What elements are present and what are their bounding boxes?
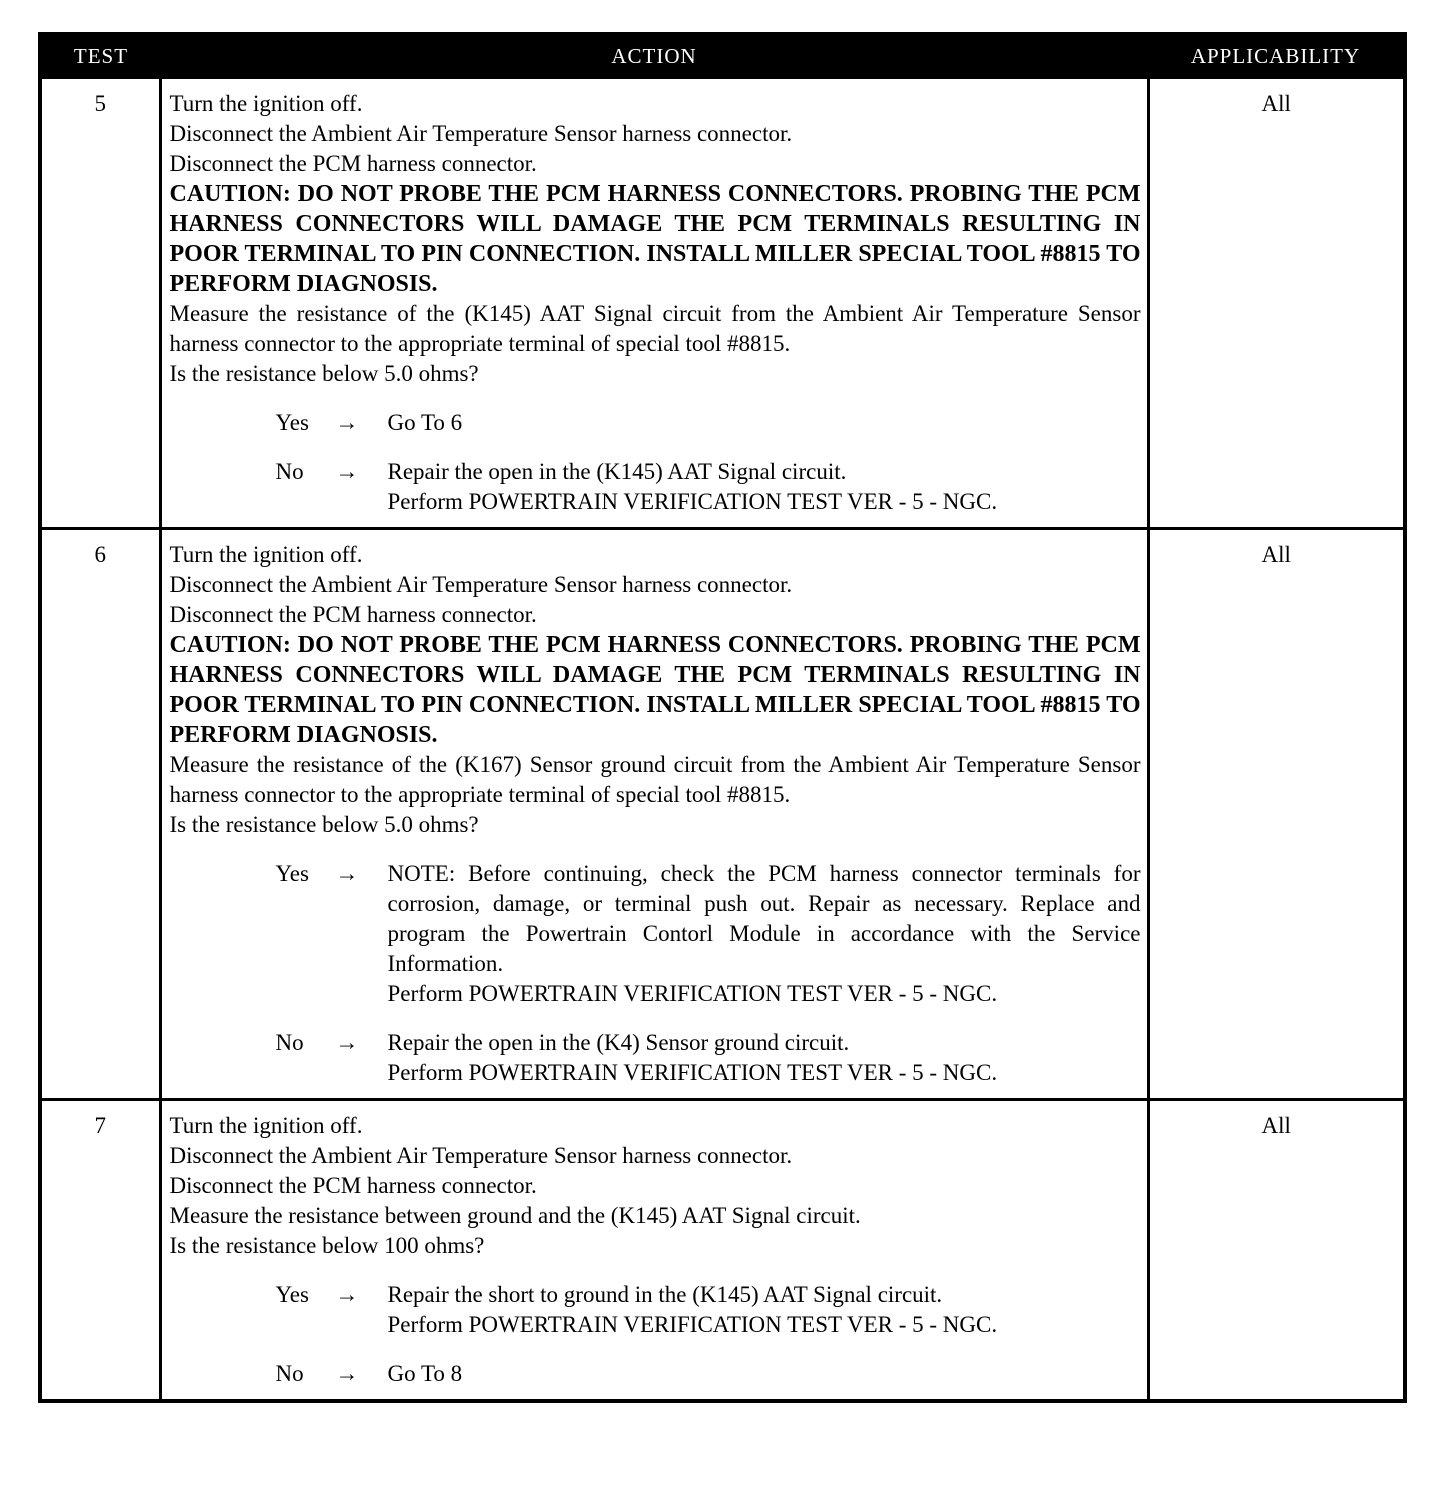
table-row (40, 529, 1405, 1100)
applicability-value: All (1148, 1100, 1405, 1402)
test-number: 7 (40, 1100, 160, 1402)
action-cell (160, 78, 1148, 529)
step-line: Measure the resistance between ground and the (K145) AAT Signal circuit. (169, 1203, 861, 1228)
header-test: TEST (40, 34, 160, 78)
no-label: No (275, 1030, 304, 1055)
no-branch (170, 457, 1141, 517)
step-line: Disconnect the Ambient Air Temperature Sensor harness connector. (169, 1143, 793, 1168)
step-line: Disconnect the PCM harness connector. (169, 151, 537, 176)
no-branch (170, 1359, 1141, 1389)
yes-label: Yes (275, 861, 309, 886)
no-label: No (275, 459, 304, 484)
applicability-value: All (1148, 529, 1405, 1100)
step-line: Turn the ignition off. (169, 1113, 363, 1138)
measure-text: Measure the resistance of the (K145) AAT Signal circuit from the Ambient Air Temperature Sensor harness connector to the appropriate terminal of special tool #8815. (169, 301, 1141, 356)
step-line: Disconnect the PCM harness connector. (169, 602, 537, 627)
header-applicability: APPLICABILITY (1148, 34, 1405, 78)
step-line: Disconnect the PCM harness connector. (169, 1173, 537, 1198)
no-label: No (275, 1361, 304, 1386)
action-cell (160, 1100, 1148, 1402)
arrow-icon: → (335, 1030, 359, 1055)
arrow-icon: → (335, 459, 359, 484)
result-line: Go To 8 (387, 1361, 463, 1386)
result-line: Perform POWERTRAIN VERIFICATION TEST VER - 5 - NGC. (387, 1060, 998, 1085)
result-line: NOTE: Before continuing, check the PCM harness connector terminals for corrosion, damage, or terminal push out. Repair as necessary. Replace and program the Powertrain Contorl Module in accordance with the Service Information. (387, 861, 1141, 976)
action-cell (160, 529, 1148, 1100)
arrow-icon: → (335, 1361, 359, 1386)
step-line: Disconnect the Ambient Air Temperature Sensor harness connector. (169, 572, 793, 597)
table-row (40, 78, 1405, 529)
result-line: Perform POWERTRAIN VERIFICATION TEST VER - 5 - NGC. (387, 1312, 998, 1337)
question-text: Is the resistance below 100 ohms? (169, 1233, 485, 1258)
yes-label: Yes (275, 1282, 309, 1307)
header-action: ACTION (160, 34, 1148, 78)
yes-result (388, 1280, 1141, 1340)
diagnostic-table (38, 32, 1407, 1403)
yes-label: Yes (275, 410, 309, 435)
yes-branch (170, 859, 1141, 1009)
test-number: 6 (40, 529, 160, 1100)
step-line: Disconnect the Ambient Air Temperature Sensor harness connector. (169, 121, 793, 146)
measure-text: Measure the resistance of the (K167) Sensor ground circuit from the Ambient Air Temperature Sensor harness connector to the appropriate terminal of special tool #8815. (169, 752, 1141, 807)
step-line: Turn the ignition off. (169, 91, 363, 116)
yes-result (388, 859, 1141, 1009)
test-number: 5 (40, 78, 160, 529)
arrow-icon: → (335, 410, 359, 435)
no-result (388, 1028, 1141, 1088)
no-result (388, 457, 1141, 517)
yes-result (388, 408, 1141, 438)
header-row (40, 34, 1405, 78)
arrow-icon: → (335, 861, 359, 886)
result-line: Perform POWERTRAIN VERIFICATION TEST VER - 5 - NGC. (387, 981, 998, 1006)
applicability-value: All (1148, 78, 1405, 529)
result-line: Perform POWERTRAIN VERIFICATION TEST VER - 5 - NGC. (387, 489, 998, 514)
step-line: Turn the ignition off. (169, 542, 363, 567)
caution-text: CAUTION: DO NOT PROBE THE PCM HARNESS CONNECTORS. PROBING THE PCM HARNESS CONNECTORS WILL DAMAGE THE PCM TERMINALS RESULTING IN POOR TERMINAL TO PIN CONNECTION. INSTALL MILLER SPECIAL TOOL #8815 TO PERFORM DIAGNOSIS. (169, 181, 1141, 297)
no-branch (170, 1028, 1141, 1088)
yes-branch (170, 1280, 1141, 1340)
question-text: Is the resistance below 5.0 ohms? (169, 812, 479, 837)
result-line: Repair the short to ground in the (K145) AAT Signal circuit. (387, 1282, 943, 1307)
table-row (40, 1100, 1405, 1402)
result-line: Repair the open in the (K145) AAT Signal circuit. (387, 459, 847, 484)
result-line: Repair the open in the (K4) Sensor ground circuit. (387, 1030, 850, 1055)
question-text: Is the resistance below 5.0 ohms? (169, 361, 479, 386)
caution-text: CAUTION: DO NOT PROBE THE PCM HARNESS CONNECTORS. PROBING THE PCM HARNESS CONNECTORS WILL DAMAGE THE PCM TERMINALS RESULTING IN POOR TERMINAL TO PIN CONNECTION. INSTALL MILLER SPECIAL TOOL #8815 TO PERFORM DIAGNOSIS. (169, 632, 1141, 748)
yes-branch (170, 408, 1141, 438)
result-line: Go To 6 (387, 410, 463, 435)
no-result (388, 1359, 1141, 1389)
diagnostic-test-sheet (38, 32, 1403, 1403)
arrow-icon: → (335, 1282, 359, 1307)
